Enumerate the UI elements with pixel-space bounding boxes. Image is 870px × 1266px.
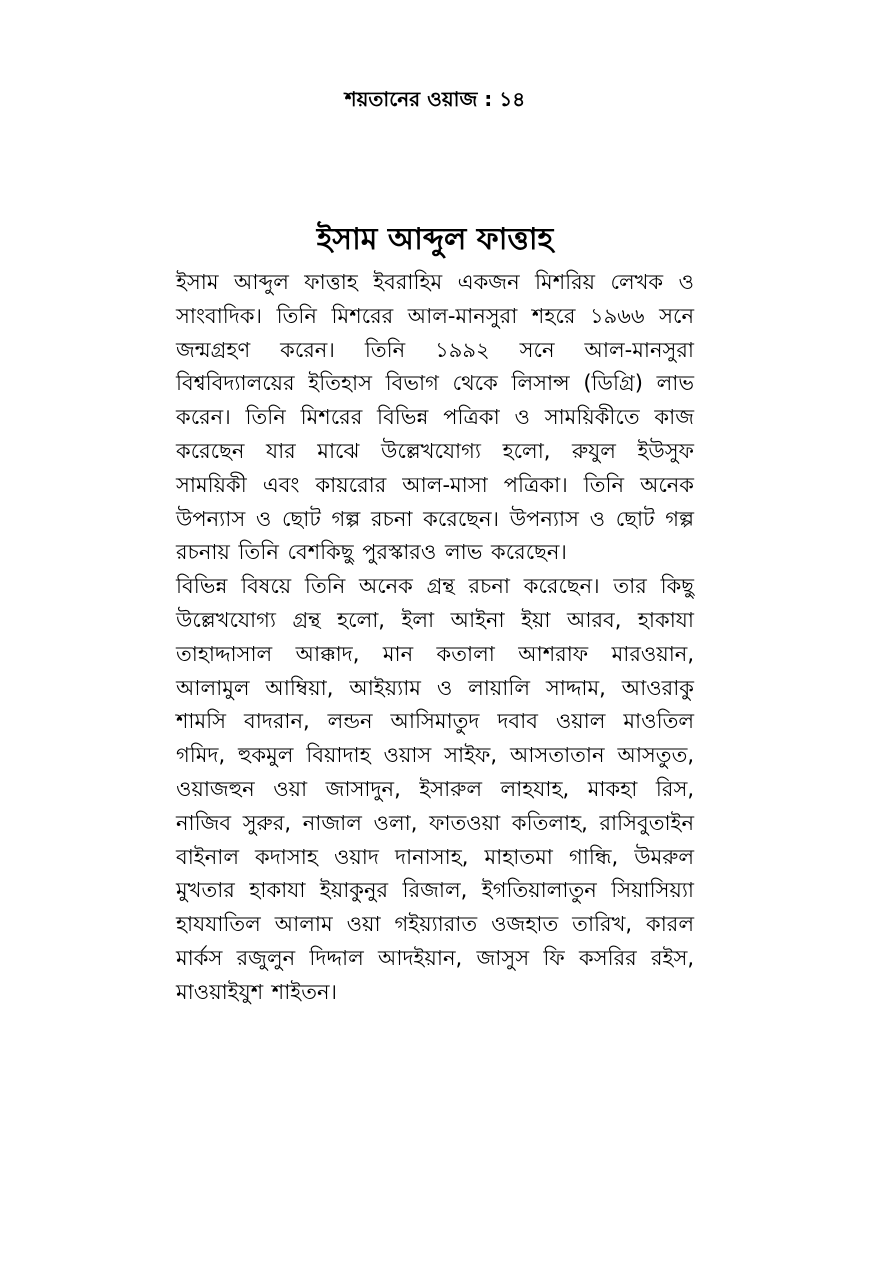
- paragraph-works: বিভিন্ন বিষয়ে তিনি অনেক গ্রন্থ রচনা করেছেন। তার কিছু উল্লেখযোগ্য গ্রন্থ হলো, ইলা আইনা ইয়া আরব, হাকাযা তাহাদ্দাসাল আক্কাদ, মান কতালা আশরাফ মারওয়ান, আলামুল আম্বিয়া, আইয়্যাম ও লায়ালি সাদ্দাম, আওরাকু শামসি বাদরান, লন্ডন আসিমাতুদ দবাব ওয়াল মাওতিল গমিদ, হুকমুল বিয়াদাহ ওয়াস সাইফ, আসতাতান আসতুত, ওয়াজহুন ওয়া জাসাদুন, ইসারুল লাহযাহ, মাকহা রিস, নাজিব সুরুর, নাজাল ওলা, ফাতওয়া কতিলাহ, রাসিবুতাইন বাইনাল কদাসাহ ওয়াদ দানাসাহ, মাহাতমা গান্ধি, উমরুল মুখতার হাকাযা ইয়াকুনুর রিজাল, ইগতিয়ালাতুন সিয়াসিয়্যা হাযযাতিল আলাম ওয়া গইয়্যারাত ওজহাত তারিখ, কারল মার্কস রজুলুন দিদ্দাল আদইয়ান, জাসুস ফি কসরির রইস, মাওয়াইযুশ শাইতন।: [176, 574, 694, 1004]
- paragraph-biography: ইসাম আব্দুল ফাত্তাহ ইবরাহিম একজন মিশরিয় লেখক ও সাংবাদিক। তিনি মিশরের আল-মানসুরা শহরে ১৯৬৬ সনে জন্মগ্রহণ করেন। তিনি ১৯৯২ সনে আল-মানসুরা বিশ্ববিদ্যালয়ের ইতিহাস বিভাগ থেকে লিসান্স (ডিগ্রি) লাভ করেন। তিনি মিশরের বিভিন্ন পত্রিকা ও সাময়িকীতে কাজ করেছেন যার মাঝে উল্লেখযোগ্য হলো, রুযুল ইউসুফ সাময়িকী এবং কায়রোর আল-মাসা পত্রিকা। তিনি অনেক উপন্যাস ও ছোট গল্প রচনা করেছেন। উপন্যাস ও ছোট গল্প রচনায় তিনি বেশকিছু পুরস্কারও লাভ করেছেন।: [176, 270, 694, 565]
- article-section: [176, 218, 694, 1010]
- article-title: ইসাম আব্দুল ফাত্তাহ: [316, 222, 554, 257]
- running-header: শয়তানের ওয়াজ : ১৪: [344, 87, 526, 111]
